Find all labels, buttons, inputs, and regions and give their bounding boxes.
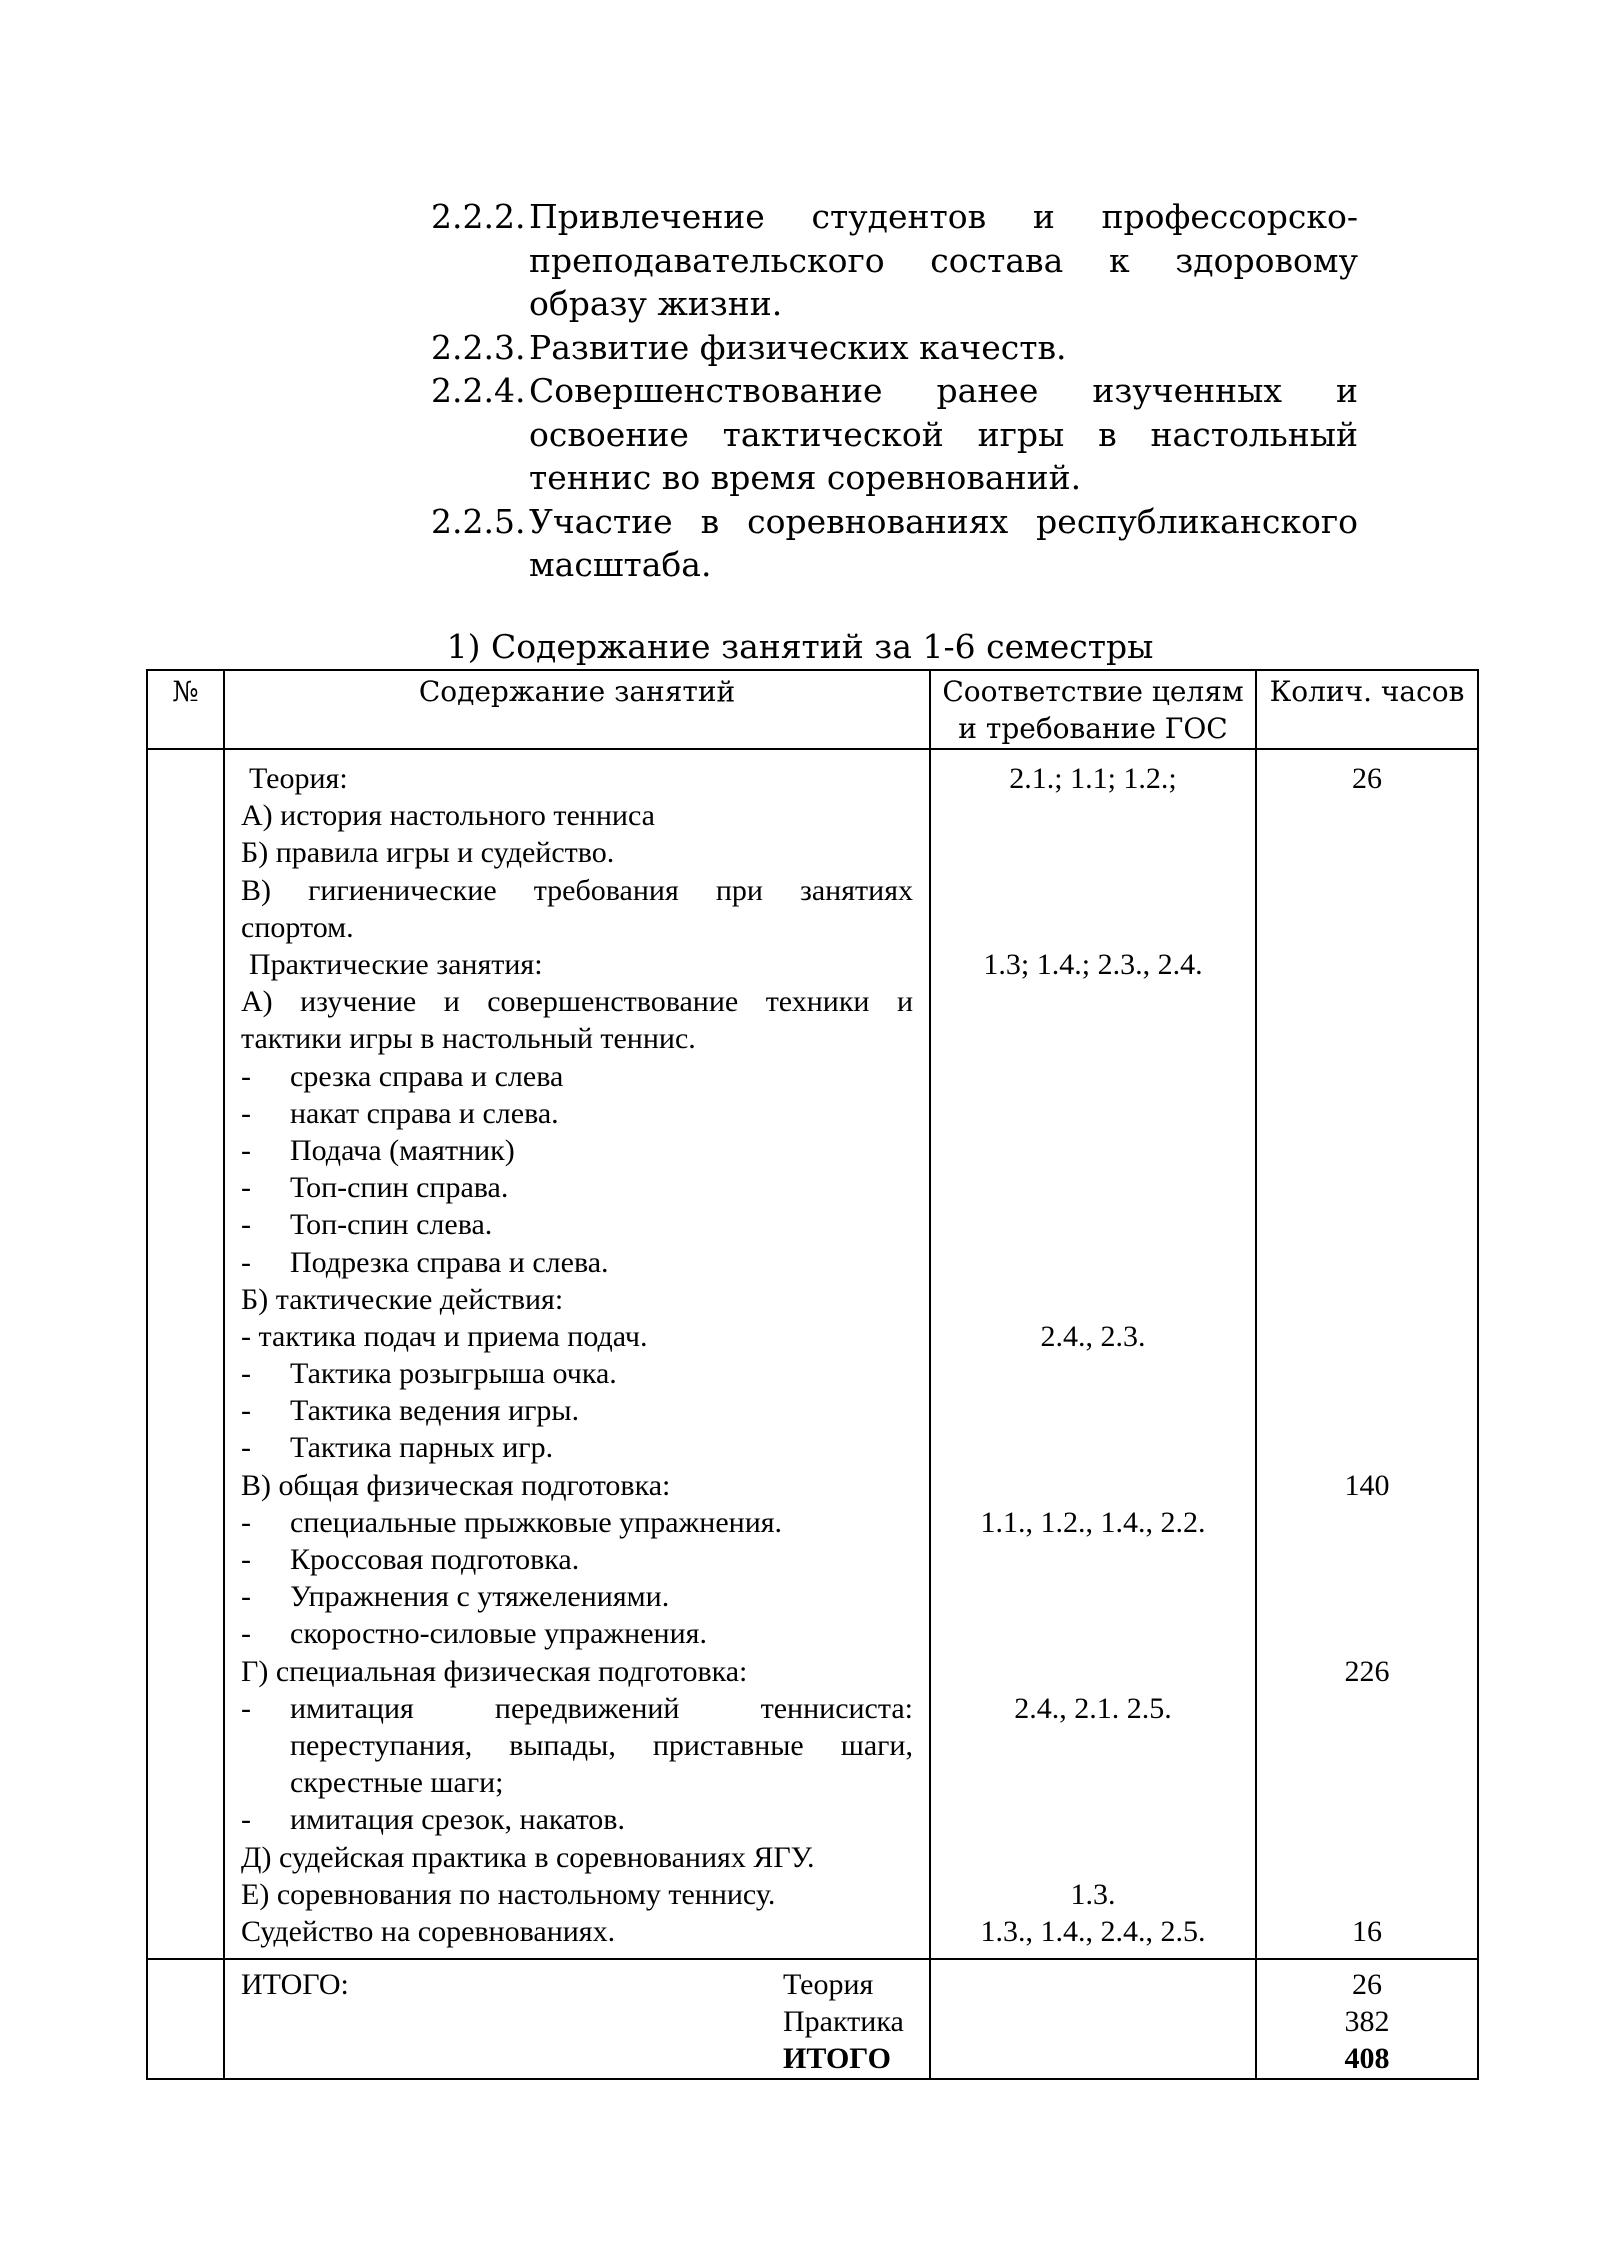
- list-item: - Тактика розыгрыша очка.: [241, 1357, 617, 1391]
- hours-value: 26: [1352, 762, 1382, 795]
- goals-list: [431, 195, 1358, 587]
- gos-value: 1.3., 1.4., 2.4., 2.5.: [980, 1915, 1206, 1949]
- header-gos: Соответствие целям и требование ГОС: [930, 670, 1256, 749]
- gos-cell: [930, 1959, 1256, 2079]
- content-line: Г) специальная физическая подготовка:: [241, 1654, 748, 1688]
- total-practice-label: Практика: [783, 2005, 904, 2039]
- list-item: [431, 500, 1358, 587]
- list-item: - имитация срезок, накатов.: [241, 1803, 625, 1837]
- total-practice-hours: 382: [1344, 2005, 1390, 2039]
- total-label-cell: [224, 1959, 930, 2079]
- item-text: Развитие физических качеств.: [529, 327, 1067, 367]
- table-header-row: [147, 670, 1478, 749]
- list-item: - скоростно-силовые упражнения.: [241, 1617, 707, 1651]
- grand-total-hours: 408: [1344, 2042, 1390, 2076]
- gos-value: 2.1.; 1.1; 1.2.;: [1009, 762, 1177, 795]
- list-item: - специальные прыжковые упражнения.: [241, 1505, 783, 1539]
- number-cell: [147, 749, 224, 1959]
- table-row: [147, 749, 1478, 1959]
- content-cell: [224, 749, 930, 1959]
- gos-value: 1.3.: [1070, 1877, 1116, 1911]
- gos-value: 2.4., 2.1. 2.5.: [1014, 1691, 1172, 1725]
- header-content: Содержание занятий: [224, 670, 930, 749]
- gos-cell: [930, 749, 1256, 1959]
- hours-cell: [1256, 749, 1478, 1959]
- list-item: [431, 326, 1358, 370]
- table-caption: 1) Содержание занятий за 1-6 семестры: [446, 627, 1154, 666]
- content-line: Судейство на соревнованиях.: [241, 1914, 616, 1948]
- total-label: ИТОГО:: [241, 1968, 349, 2002]
- content-line: Б) правила игры и судейство.: [241, 836, 615, 870]
- list-item: - накат справа и слева.: [241, 1096, 559, 1130]
- item-text: Привлечение студентов и профессорско-преподавательского состава к здоровому образу жизни.: [529, 197, 1358, 323]
- practice-heading: Практические занятия:: [249, 947, 543, 981]
- content-line: А) история настольного тенниса: [241, 799, 655, 833]
- total-theory-label: Теория: [783, 1968, 874, 2002]
- table-total-row: [147, 1959, 1478, 2079]
- theory-heading: Теория:: [249, 762, 348, 795]
- list-item: - Топ-спин справа.: [241, 1171, 509, 1205]
- item-text: Участие в соревнованиях республиканского масштаба.: [529, 501, 1358, 584]
- item-text: Совершенствование ранее изученных и освоение тактической игры в настольный теннис во время соревнований.: [529, 371, 1358, 497]
- gos-value: 1.1., 1.2., 1.4., 2.2.: [980, 1505, 1206, 1539]
- list-item: - Кроссовая подготовка.: [241, 1543, 580, 1576]
- gos-value: 2.4., 2.3.: [1040, 1319, 1146, 1353]
- content-line: В) общая физическая подготовка:: [241, 1468, 671, 1502]
- grand-total-label: ИТОГО: [783, 2042, 891, 2076]
- list-item: - Упражнения с утяжелениями.: [241, 1580, 670, 1614]
- item-number: 2.2.3.: [431, 327, 526, 367]
- header-hours: Колич. часов: [1256, 670, 1478, 749]
- list-item: - имитация передвижений теннисиста: переступания, выпады, приставные шаги, скрестные шаги;: [241, 1691, 913, 1800]
- header-number: №: [147, 670, 224, 749]
- number-cell: [147, 1959, 224, 2079]
- hours-value: 226: [1344, 1654, 1390, 1688]
- list-item: [431, 195, 1358, 326]
- list-item: - срезка справа и слева: [241, 1059, 564, 1093]
- item-number: 2.2.4.: [431, 371, 526, 410]
- total-theory-hours: 26: [1352, 1968, 1382, 2002]
- list-item: - Подача (маятник): [241, 1133, 515, 1167]
- content-line: А) изучение и совершенствование техники и тактики игры в настольный теннис.: [241, 985, 913, 1056]
- gos-value: 1.3; 1.4.; 2.3., 2.4.: [983, 947, 1203, 981]
- curriculum-table: [146, 669, 1479, 2080]
- item-number: 2.2.2.: [431, 197, 526, 236]
- list-item: - Тактика парных игр.: [241, 1431, 554, 1465]
- list-item: - Подрезка справа и слева.: [241, 1245, 609, 1279]
- content-line: Д) судейская практика в соревнованиях ЯГУ.: [241, 1840, 815, 1874]
- total-hours-cell: [1256, 1959, 1478, 2079]
- content-line: В) гигиенические требования при занятиях спортом.: [241, 873, 913, 944]
- content-line: Е) соревнования по настольному теннису.: [241, 1877, 776, 1911]
- list-item: - Тактика ведения игры.: [241, 1394, 580, 1428]
- list-item: - Топ-спин слева.: [241, 1208, 493, 1242]
- content-line: Б) тактические действия:: [241, 1282, 564, 1316]
- content-line: - тактика подач и приема подач.: [241, 1319, 648, 1353]
- item-number: 2.2.5.: [431, 501, 526, 541]
- hours-value: 140: [1344, 1468, 1390, 1502]
- list-item: [431, 369, 1358, 500]
- hours-value: 16: [1352, 1915, 1382, 1949]
